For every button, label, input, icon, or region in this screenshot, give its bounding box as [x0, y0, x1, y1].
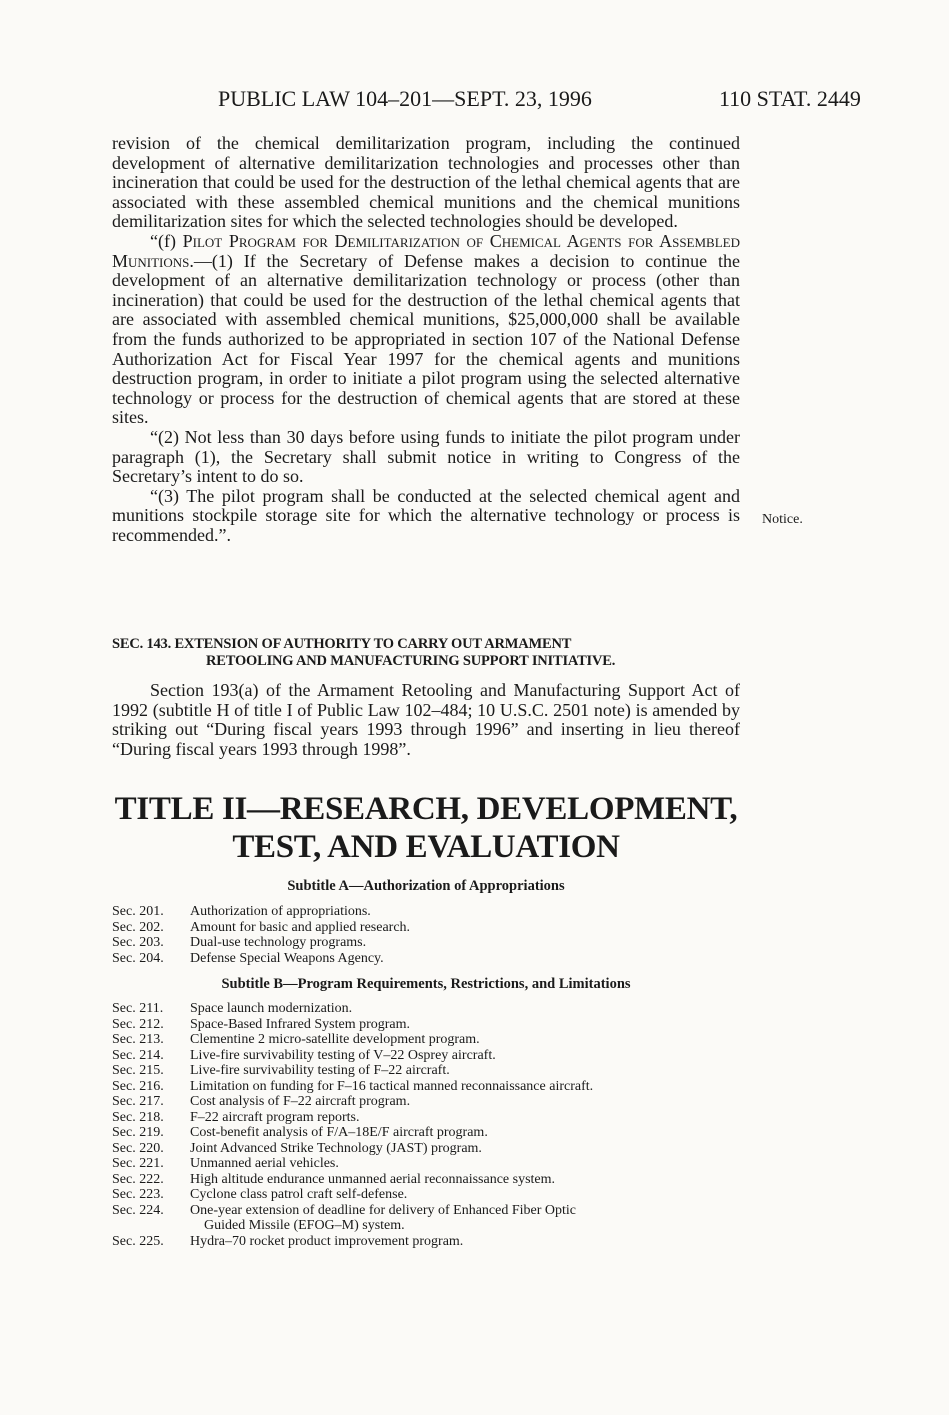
toc-row [112, 1110, 742, 1126]
toc-sec-number: Sec. 211. [112, 1001, 164, 1016]
toc-sec-title: Defense Special Weapons Agency. [190, 950, 384, 966]
toc-sec-number: Sec. 204. [112, 950, 164, 966]
toc-row [112, 1079, 742, 1095]
toc-row [112, 1172, 742, 1188]
subtitle-a-toc [112, 904, 742, 966]
paragraph-f [112, 232, 740, 428]
toc-row [112, 1017, 742, 1033]
toc-sec-title: High altitude endurance unmanned aerial reconnaissance system. [190, 1171, 556, 1187]
toc-sec-number: Sec. 212. [112, 1016, 164, 1032]
toc-sec-number: Sec. 224. [112, 1202, 164, 1218]
subtitle-b-heading: Subtitle B—Program Requirements, Restrictions, and Limitations [221, 976, 631, 992]
toc-row [112, 935, 742, 951]
toc-row [112, 1203, 742, 1219]
toc-sec-number: Sec. 219. [112, 1125, 164, 1140]
toc-sec-number: Sec. 213. [112, 1032, 164, 1047]
paragraph-3: “(3) The pilot program shall be conducted at the selected chemical agent and munitions stockpile storage site for which the alternative technology or process is recommended.”. [112, 485, 740, 545]
section-143-text: Section 193(a) of the Armament Retooling and Manufacturing Support Act of 1992 (subtitle H of title I of Public Law 102–484; 10 U.S.C. 2501 note) is amended by striking out “During fiscal years 1993 through 1996” and inserting in lieu thereof “During fiscal years 1993 through 1998”. [112, 680, 740, 759]
toc-sec-title: Joint Advanced Strike Technology (JAST) program. [190, 1140, 482, 1156]
paragraph-f-lead: “(f) [150, 230, 183, 251]
toc-sec-title: Amount for basic and applied research. [190, 919, 411, 935]
title-line1: TITLE II—RESEARCH, DEVELOPMENT, [114, 791, 738, 827]
toc-row [112, 1094, 742, 1110]
toc-sec-number: Sec. 218. [112, 1109, 164, 1125]
toc-sec-title: Live-fire survivability testing of F–22 aircraft. [190, 1063, 450, 1078]
toc-sec-number: Sec. 201. [112, 904, 164, 919]
toc-sec-number: Sec. 215. [112, 1063, 164, 1078]
toc-sec-title: Unmanned aerial vehicles. [190, 1156, 339, 1171]
toc-row [112, 1141, 742, 1157]
subtitle-a-heading: Subtitle A—Authorization of Appropriations [287, 878, 565, 894]
title-line2: TEST, AND EVALUATION [232, 829, 620, 865]
toc-row [112, 1156, 742, 1172]
toc-sec-number: Sec. 214. [112, 1047, 164, 1063]
toc-row [112, 1032, 742, 1048]
subtitle-b-toc [112, 1001, 742, 1249]
toc-row [112, 1048, 742, 1064]
section-heading-line1: SEC. 143. EXTENSION OF AUTHORITY TO CARRY OUT ARMAMENT [112, 636, 572, 652]
paragraph-f-heading: Pilot Program for Demilitarization of Chemical Agents for Assembled Munitions. [112, 230, 740, 271]
toc-sec-title: One-year extension of deadline for delivery of Enhanced Fiber Optic [190, 1202, 577, 1218]
toc-sec-title: Dual-use technology programs. [190, 935, 367, 950]
toc-sec-title-continued: Guided Missile (EFOG–M) system. [204, 1218, 405, 1233]
title-heading [0, 790, 852, 866]
header-law-citation: PUBLIC LAW 104–201—SEPT. 23, 1996 [218, 86, 592, 111]
toc-row [112, 1187, 742, 1203]
toc-sec-title: Space launch modernization. [190, 1001, 353, 1016]
section-143-body [112, 681, 740, 759]
toc-sec-title: Cost-benefit analysis of F/A–18E/F aircraft program. [190, 1125, 488, 1140]
toc-row-continued [112, 1218, 742, 1234]
toc-row [112, 951, 742, 967]
toc-sec-number: Sec. 221. [112, 1156, 164, 1171]
toc-sec-title: Authorization of appropriations. [190, 904, 371, 919]
page-header [0, 86, 949, 116]
section-143-heading [112, 636, 740, 670]
toc-sec-number: Sec. 220. [112, 1140, 164, 1156]
toc-sec-number: Sec. 222. [112, 1171, 164, 1187]
toc-row [112, 1001, 742, 1017]
toc-sec-title: Hydra–70 rocket product improvement program. [190, 1233, 464, 1249]
toc-sec-number: Sec. 217. [112, 1094, 164, 1109]
paragraph-2: “(2) Not less than 30 days before using funds to initiate the pilot program under paragraph (1), the Secretary shall submit notice in writing to Congress of the Secretary’s intent to do so. [112, 426, 740, 487]
toc-row [112, 904, 742, 920]
header-stat-page: 110 STAT. 2449 [719, 86, 861, 111]
toc-sec-number: Sec. 225. [112, 1233, 164, 1249]
toc-sec-title: F–22 aircraft program reports. [190, 1109, 360, 1125]
toc-sec-title: Cyclone class patrol craft self-defense. [190, 1187, 408, 1202]
toc-sec-number: Sec. 202. [112, 919, 164, 935]
toc-sec-title: Space-Based Infrared System program. [190, 1016, 411, 1032]
body-text [112, 134, 740, 545]
toc-sec-title: Limitation on funding for F–16 tactical manned reconnaissance aircraft. [190, 1078, 594, 1094]
toc-row [112, 1063, 742, 1079]
toc-row [112, 1234, 742, 1250]
toc-sec-title: Live-fire survivability testing of V–22 Osprey aircraft. [190, 1047, 496, 1063]
toc-sec-number: Sec. 223. [112, 1187, 164, 1202]
paragraph-continued: revision of the chemical demilitarization program, including the continued development of alternative demilitarization technologies and processes other than incineration that could be used for the destruction of the lethal chemical agents that are associated with these assembled chemical munitions and the chemical munitions demilitarization sites for which the selected technologies should be developed. [112, 133, 740, 232]
toc-sec-title: Cost analysis of F–22 aircraft program. [190, 1094, 411, 1109]
section-heading-line2: RETOOLING AND MANUFACTURING SUPPORT INITIATIVE. [206, 653, 616, 669]
toc-row [112, 920, 742, 936]
toc-sec-number: Sec. 203. [112, 935, 164, 950]
toc-sec-number: Sec. 216. [112, 1078, 164, 1094]
margin-note: Notice. [762, 512, 803, 527]
toc-row [112, 1125, 742, 1141]
paragraph-f-text: —(1) If the Secretary of Defense makes a decision to continue the development of an alternative demilitarization technology or process (other than incineration) that could be used for the destruction of the lethal chemical agents that are associated with assembled chemical munitions, $25,000,000 shall be available from the funds authorized to be appropriated in section 107 of the National Defense Authorization Act for Fiscal Year 1997 for the chemical agents and munitions destruction program, in order to initiate a pilot program using the selected alternative technology or process for the destruction of chemical agents that are stored at these sites. [112, 250, 740, 428]
toc-sec-title: Clementine 2 micro-satellite development program. [190, 1032, 480, 1047]
